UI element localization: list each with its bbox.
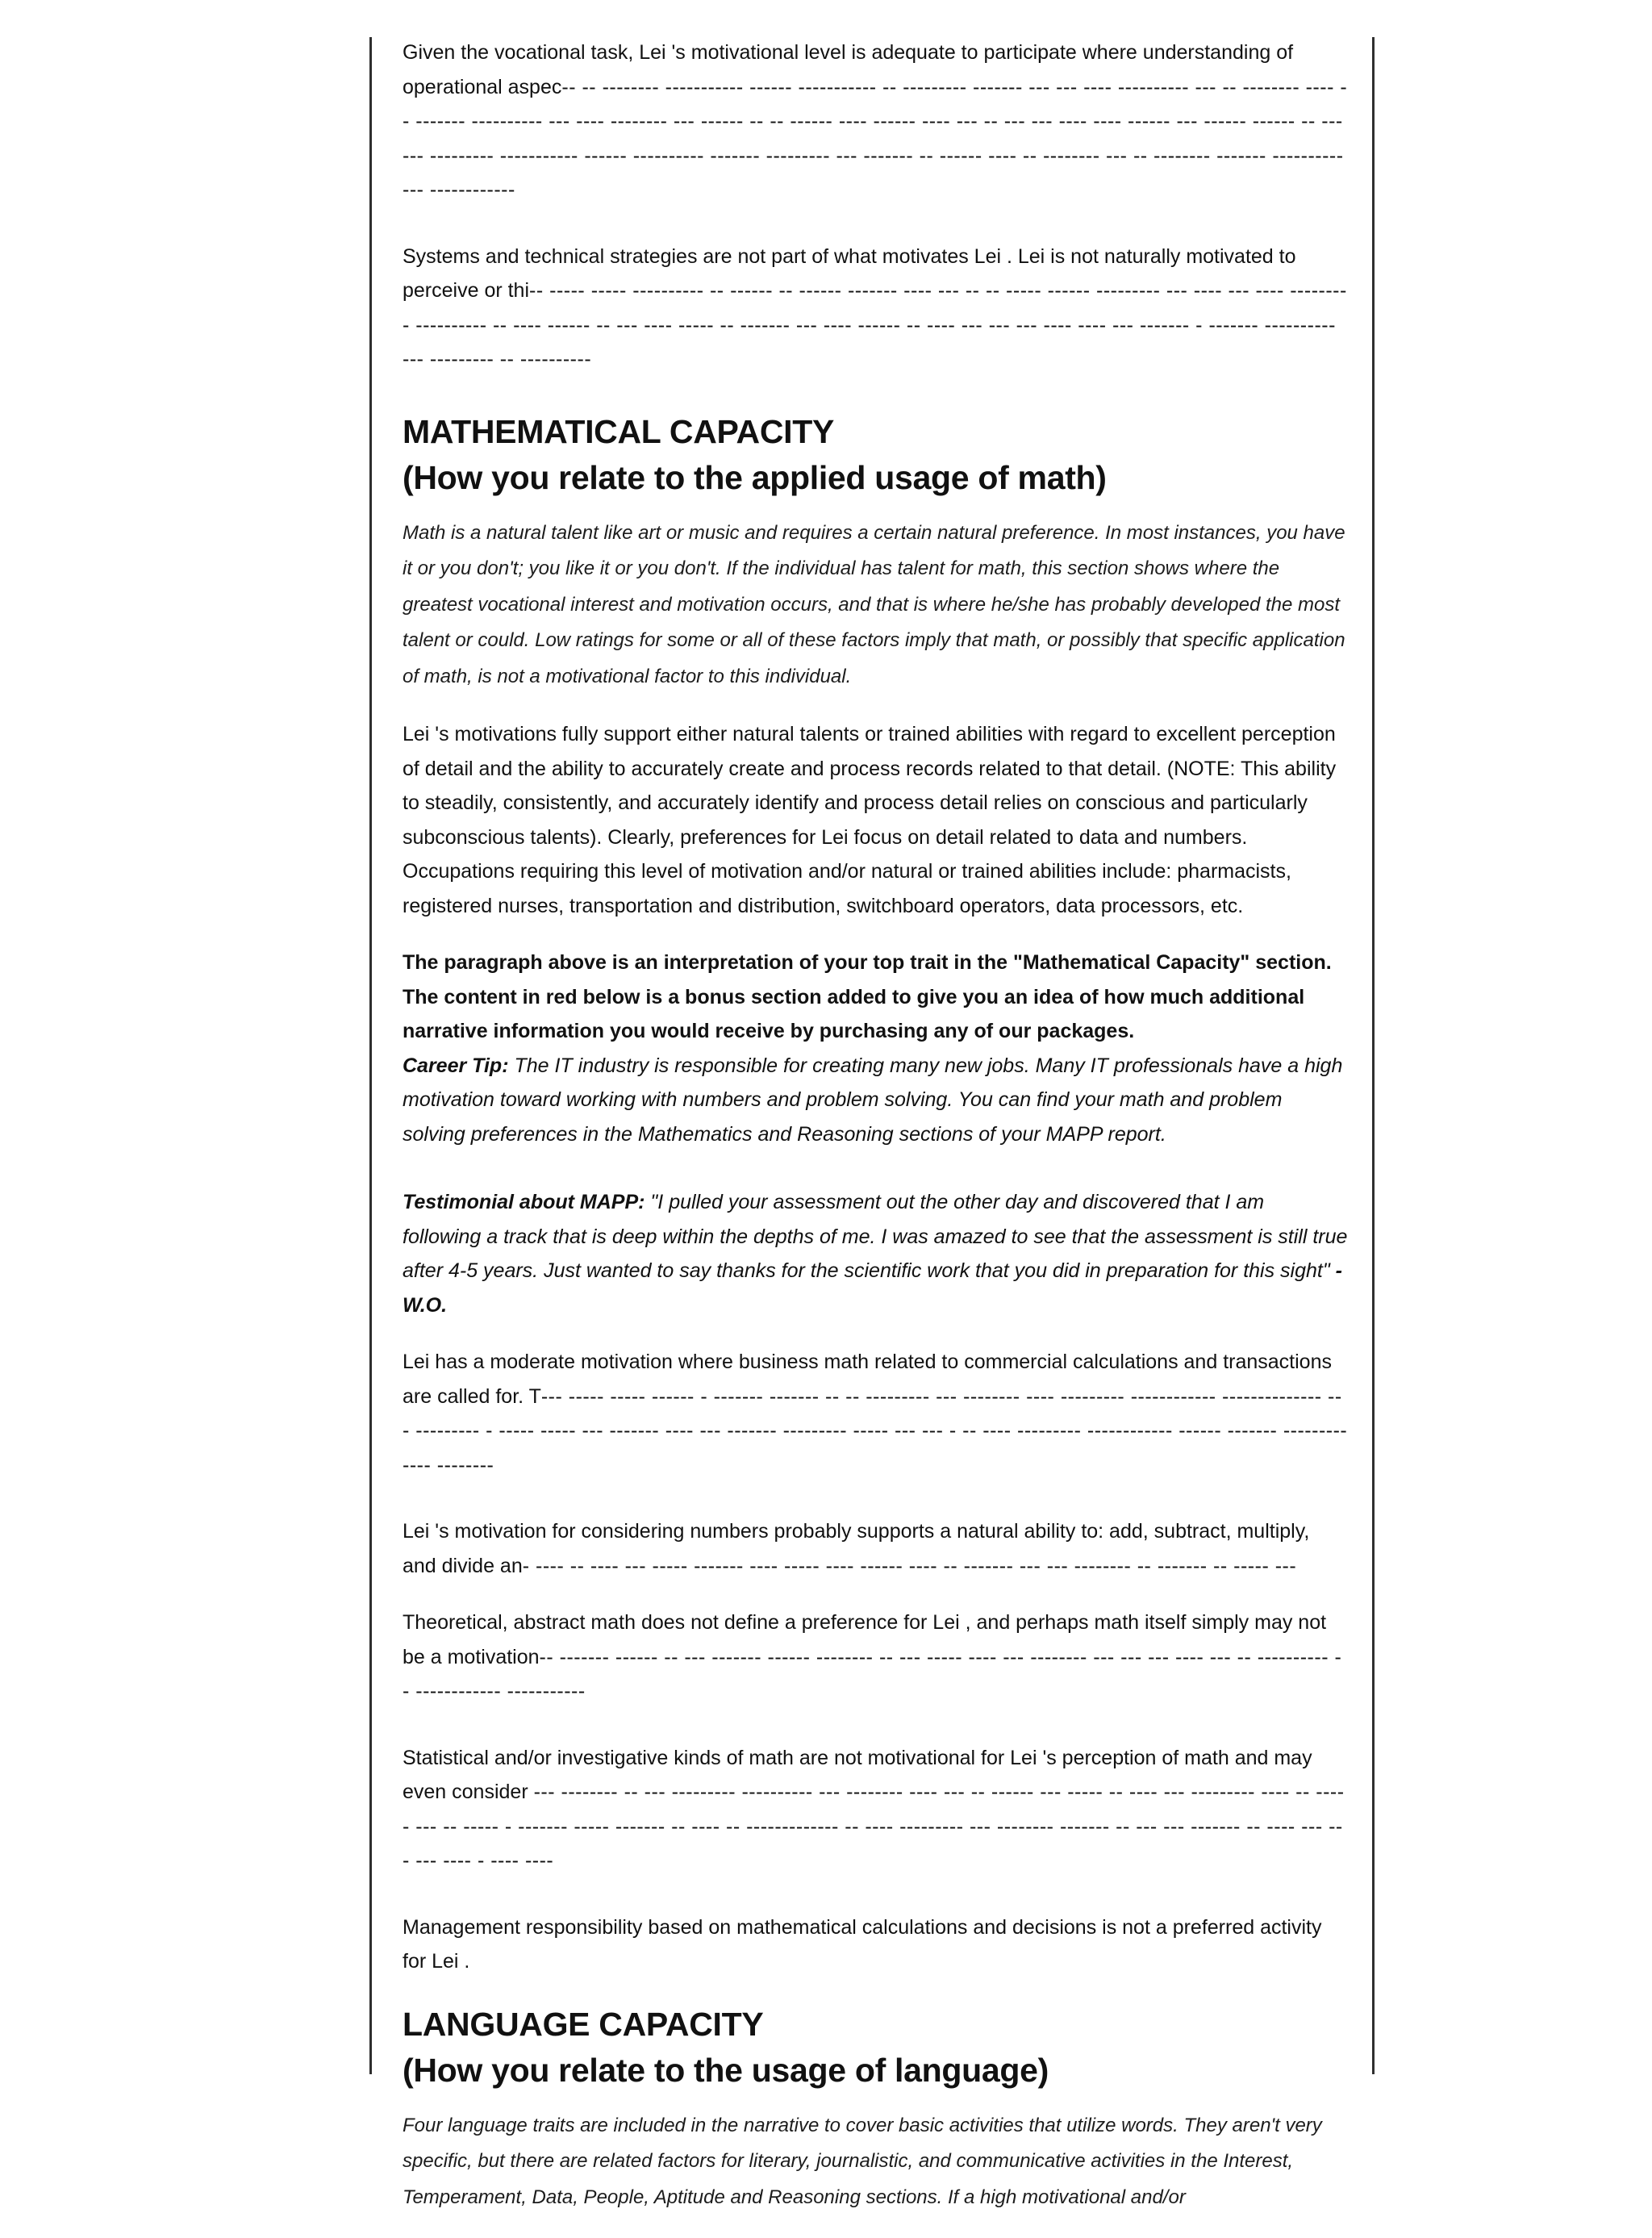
testimonial-text: "I pulled your assessment out the other day and discovered that I am following a track that is deep within the depths of me. I was amazed to see that the assessment is still true after 4-5 years. Just wanted to say thanks for the scientific work that you did in preparation for this sight"	[403, 1191, 1348, 1282]
paragraph-text: Statistical and/or investigative kinds of math are not motivational for Lei 's perception of math and may even consider	[403, 1746, 1312, 1803]
business-math-paragraph	[403, 1345, 1348, 1482]
math-top-trait-paragraph: Lei 's motivations fully support either natural talents or trained abilities with regard to excellent perception of detail and the ability to accurately create and process records related to that detail. (NOTE: This ability to steadily, consistently, and accurately identify and process detail relies on conscious and particularly subconscious talents). Clearly, preferences for Lei focus on detail related to data and numbers. Occupations requiring this level of motivation and/or natural or trained abilities include: pharmacists, registered nurses, transportation and distribution, switchboard operators, data processors, etc.	[403, 723, 1337, 917]
career-tip	[403, 1049, 1348, 1152]
paragraph-text: Given the vocational task, Lei 's motivational level is adequate to participate where understanding of operational aspec	[403, 41, 1294, 98]
bonus-section	[403, 946, 1348, 1322]
left-page-border	[369, 37, 372, 2074]
paragraph-text: Lei has a moderate motivation where business math related to commercial calculations and transactions are called for. T	[403, 1351, 1332, 1408]
career-tip-label: Career Tip:	[403, 1054, 509, 1077]
career-tip-text: The IT industry is responsible for creating many new jobs. Many IT professionals have a high motivation toward working with numbers and problem solving. You can find your math and problem solving preferences in the Mathematics and Reasoning sections of your MAPP report.	[403, 1054, 1343, 1146]
testimonial	[403, 1185, 1348, 1322]
operational-paragraph	[403, 35, 1348, 207]
bonus-spacer	[403, 1151, 1348, 1185]
theoretical-math-paragraph	[403, 1605, 1348, 1709]
math-section-heading	[403, 409, 1348, 501]
right-page-border	[1372, 37, 1375, 2074]
redacted-text: --- ----- ----- ------ - ------- ------- -- -- --------- --- -------- ---- --------- ------------ -------------- --- --------- - ----- ----- --- ------- ---- --- ------- --------- ----- --- --- - -- ---- --------- ------------ ------ ------- --------- ---- --------	[403, 1384, 1348, 1476]
testimonial-label: Testimonial about MAPP:	[403, 1191, 645, 1213]
math-intro: Math is a natural talent like art or music and requires a certain natural preference. In most instances, you have it or you don't; you like it or you don't. If the individual has talent for math, this section shows where the greatest vocational interest and motivation occurs, and that is where he/she has probably developed the most talent or could. Low ratings for some or all of these factors imply that math, or possibly that specific application of math, is not a motivational factor to this individual.	[403, 521, 1345, 687]
language-heading-title: LANGUAGE CAPACITY	[403, 2005, 764, 2043]
systems-paragraph	[403, 240, 1348, 377]
report-content	[403, 35, 1348, 2238]
paragraph-text: Lei 's motivation for considering numbers probably supports a natural ability to: add, subtract, multiply, and divide an	[403, 1520, 1310, 1577]
testimonial-signature: - W.O.	[403, 1259, 1342, 1317]
math-heading-title: MATHEMATICAL CAPACITY	[403, 412, 835, 450]
paragraph-text: Theoretical, abstract math does not define a preference for Lei , and perhaps math itself simply may not be a motivation	[403, 1611, 1327, 1668]
redacted-text: -- -- -------- ----------- ------ ----------- -- --------- ------- --- --- ---- ---------- --- -- -------- ---- -- ------- ---------- --- ---- -------- --- ------ -- -- ------ ---- ------ ---- --- -- --- --- ---- ---- ------ --- ------ ------ -- ------ --------- ----------- ------ ---------- ------- --------- --- ------- -- ------ ---- -- -------- --- -- -------- ------- ---------- --- ------------	[403, 75, 1348, 201]
management-paragraph: Management responsibility based on mathematical calculations and decisions is not a preferred activity for Lei .	[403, 1915, 1322, 1973]
redacted-text: -- ----- ----- ---------- -- ------ -- ------ ------- ---- --- -- -- ----- ------ --------- --- ---- --- ---- --------- ---------- -- ---- ------ -- --- ---- ----- -- ------- --- ---- ------ -- ---- --- --- --- ---- ---- --- ------- - ------- ---------- --- --------- -- ----------	[403, 279, 1347, 370]
bonus-note: The paragraph above is an interpretation of your top trait in the "Mathematical Capacity" section. The content in red below is a bonus section added to give you an idea of how much additional narrative information you would receive by purchasing any of our packages.	[403, 951, 1332, 1042]
statistical-math-paragraph	[403, 1741, 1348, 1878]
language-section-heading	[403, 2002, 1348, 2094]
redacted-text: -- ------- ------ -- --- ------- ------ -------- -- --- ----- ---- --- -------- --- --- --- ---- --- -- ---------- -- ------------ -----------	[403, 1645, 1342, 1702]
paragraph-text: Systems and technical strategies are not part of what motivates Lei . Lei is not naturally motivated to perceive or thi	[403, 244, 1296, 302]
numbers-paragraph	[403, 1514, 1348, 1583]
redacted-text: - ---- -- ---- --- ----- ------- ---- ----- ---- ------ ---- -- ------- --- --- -------- -- ------- -- ----- ---	[522, 1554, 1297, 1577]
language-heading-subtitle: (How you relate to the usage of language)	[403, 2051, 1049, 2089]
language-intro: Four language traits are included in the narrative to cover basic activities that utilize words. They aren't very specific, but there are related factors for literary, journalistic, and communicative activities in the Interest, Temperament, Data, People, Aptitude and Reasoning sections. If a high motivational and/or	[403, 2114, 1322, 2208]
math-heading-subtitle: (How you relate to the applied usage of math)	[403, 458, 1107, 496]
redacted-text: --- -------- -- --- --------- ---------- --- -------- ---- --- -- ------ --- ----- -- ---- --- --------- ---- -- ----- --- -- ----- - ------- ----- ------- -- ---- -- ------------- -- ---- --------- --- -------- ------- -- --- --- ------- -- ---- --- --- --- ---- - ---- ----	[403, 1781, 1345, 1872]
